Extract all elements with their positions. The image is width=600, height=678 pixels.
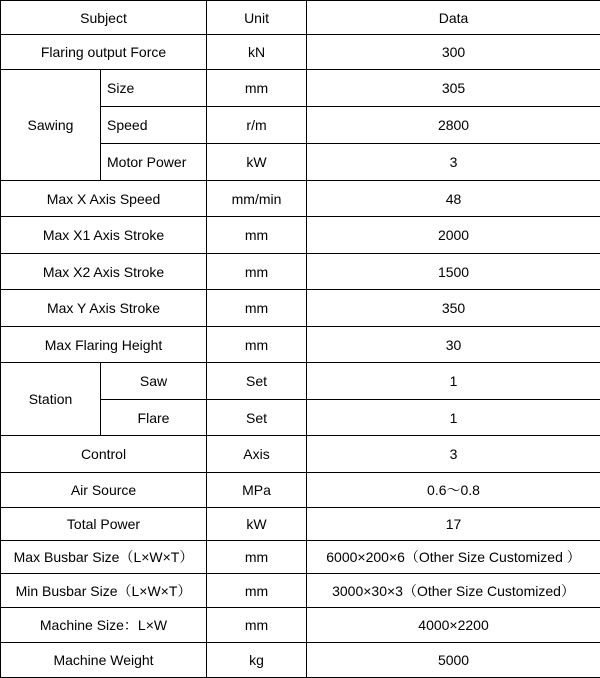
row-data: 350 [307, 290, 600, 327]
row-unit: mm [207, 217, 307, 254]
row-data: 4000×2200 [307, 608, 600, 643]
row-data: 2800 [307, 107, 600, 144]
row-unit: Set [207, 363, 307, 400]
row-unit: MPa [207, 473, 307, 508]
row-unit: Set [207, 400, 307, 436]
row-subject: Air Source [1, 473, 207, 508]
row-data: 2000 [307, 217, 600, 254]
group-sawing: Sawing [1, 70, 101, 181]
header-unit: Unit [207, 1, 307, 35]
table-row [1, 436, 600, 473]
row-data: 0.6～0.8 [307, 473, 600, 508]
row-subject: Max Busbar Size（L×W×T） [1, 541, 207, 574]
sub-subject: Size [101, 70, 207, 107]
row-unit: kg [207, 643, 307, 678]
table-row [1, 181, 600, 217]
row-data: 3 [307, 144, 600, 181]
sub-subject: Flare [101, 400, 207, 436]
table-row [1, 643, 600, 678]
table-row [1, 541, 600, 574]
row-data: 6000×200×6（Other Size Customized ） [307, 541, 600, 574]
row-subject: Machine Weight [1, 643, 207, 678]
table-row [1, 574, 600, 608]
row-data: 1 [307, 363, 600, 400]
row-subject: Control [1, 436, 207, 473]
header-subject: Subject [1, 1, 207, 35]
table-row [1, 508, 600, 541]
sub-subject: Speed [101, 107, 207, 144]
row-unit: kW [207, 144, 307, 181]
row-subject: Max Flaring Height [1, 327, 207, 363]
row-subject: Total Power [1, 508, 207, 541]
row-unit: r/m [207, 107, 307, 144]
row-unit: kW [207, 508, 307, 541]
row-unit: mm [207, 290, 307, 327]
table-row [1, 473, 600, 508]
row-data: 48 [307, 181, 600, 217]
row-unit: mm [207, 327, 307, 363]
row-data: 1 [307, 400, 600, 436]
table-row [1, 217, 600, 254]
row-unit: mm/min [207, 181, 307, 217]
row-data: 3000×30×3（Other Size Customized） [307, 574, 600, 608]
row-subject: Max X2 Axis Stroke [1, 254, 207, 290]
table-row [1, 363, 600, 400]
row-data: 30 [307, 327, 600, 363]
row-data: 300 [307, 35, 600, 70]
table-row [1, 608, 600, 643]
sub-subject: Motor Power [101, 144, 207, 181]
row-subject: Min Busbar Size（L×W×T） [1, 574, 207, 608]
row-data: 5000 [307, 643, 600, 678]
row-data: 17 [307, 508, 600, 541]
row-subject: Max X1 Axis Stroke [1, 217, 207, 254]
header-row [1, 1, 600, 35]
row-unit: Axis [207, 436, 307, 473]
table-row [1, 35, 600, 70]
row-unit: mm [207, 574, 307, 608]
row-subject: Flaring output Force [1, 35, 207, 70]
row-data: 3 [307, 436, 600, 473]
row-unit: mm [207, 541, 307, 574]
table-row [1, 254, 600, 290]
header-data: Data [307, 1, 600, 35]
row-unit: mm [207, 70, 307, 107]
row-unit: kN [207, 35, 307, 70]
row-data: 305 [307, 70, 600, 107]
table-row [1, 70, 600, 107]
row-subject: Max Y Axis Stroke [1, 290, 207, 327]
sub-subject: Saw [101, 363, 207, 400]
row-subject: Machine Size：L×W [1, 608, 207, 643]
row-unit: mm [207, 254, 307, 290]
group-station: Station [1, 363, 101, 436]
table-row [1, 290, 600, 327]
row-subject: Max X Axis Speed [1, 181, 207, 217]
row-unit: mm [207, 608, 307, 643]
row-data: 1500 [307, 254, 600, 290]
table-row [1, 327, 600, 363]
